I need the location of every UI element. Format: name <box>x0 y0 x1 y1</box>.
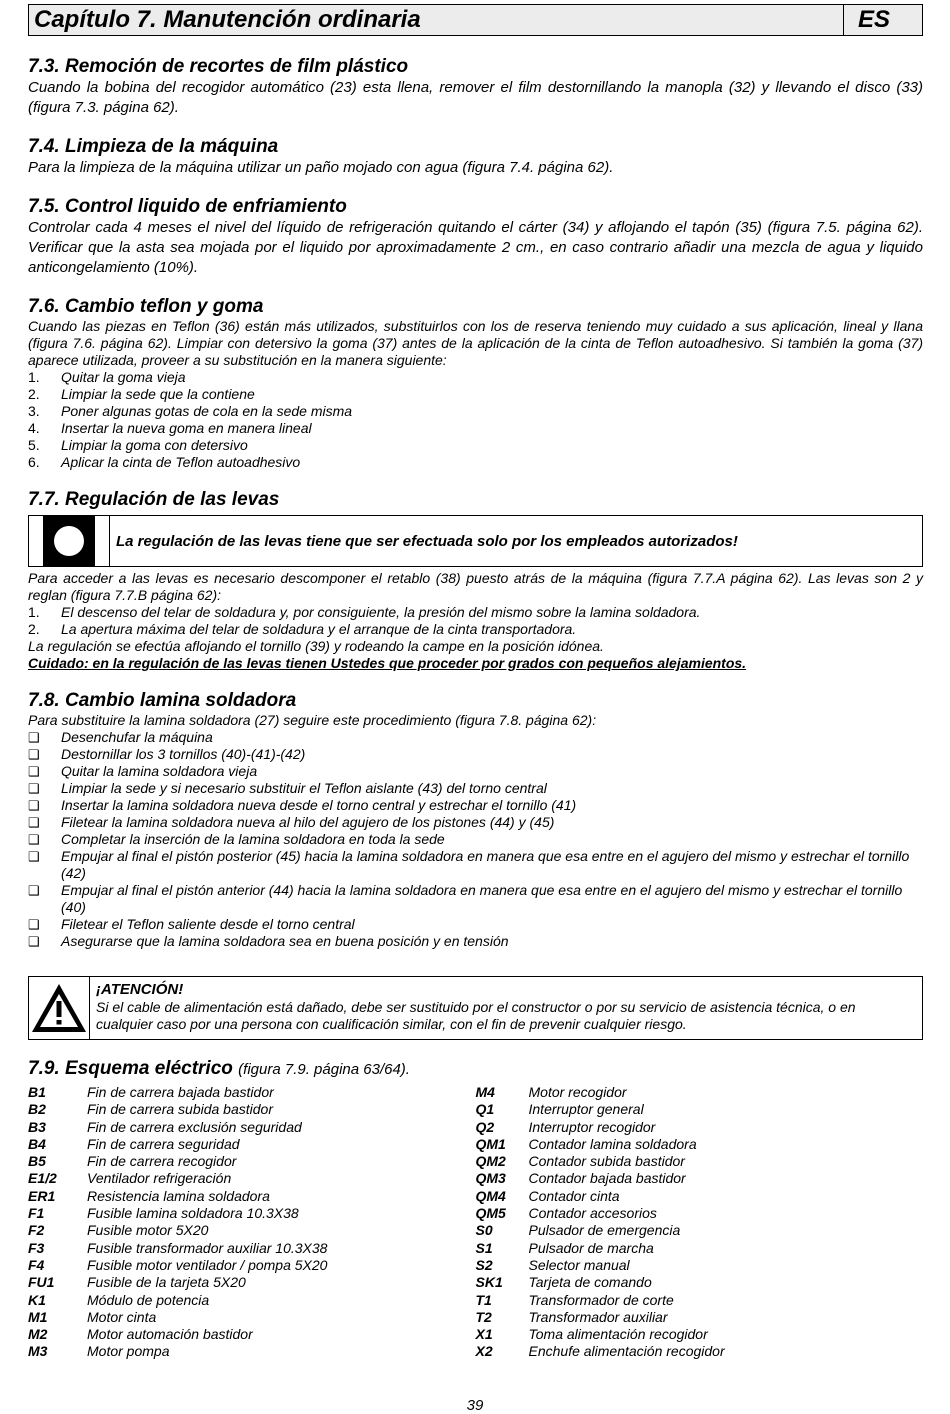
page-number: 39 <box>466 1397 484 1414</box>
component-code: X1 <box>475 1326 493 1343</box>
component-description: Módulo de potencia <box>87 1291 210 1308</box>
section-heading: 7.6. Cambio teflon y goma <box>28 296 264 317</box>
component-description: Fusible lamina soldadora 10.3X38 <box>87 1205 299 1222</box>
replacement-checklist <box>28 729 923 950</box>
component-code: K1 <box>28 1291 46 1308</box>
section-subheading: (figura 7.9. página 63/64). <box>238 1061 410 1078</box>
section-heading: 7.3. Remoción de recortes de film plástico <box>28 56 409 77</box>
list-item: 3. Poner algunas gotas de cola en la sede misma <box>28 403 353 419</box>
component-code: T1 <box>475 1291 492 1308</box>
legend-column-right <box>476 1084 924 1361</box>
component-code: B2 <box>28 1101 46 1118</box>
section-7-5 <box>28 196 923 278</box>
component-code: T2 <box>475 1308 492 1325</box>
legend-row <box>476 1292 924 1309</box>
list-item: 2. Limpiar la sede que la contiene <box>28 386 255 402</box>
legend-row <box>28 1153 476 1170</box>
checkbox-icon: ❑ <box>28 730 40 745</box>
legend-row <box>476 1170 924 1187</box>
manual-page <box>28 4 923 1361</box>
component-code: Q1 <box>475 1101 495 1118</box>
component-code: M4 <box>475 1084 495 1100</box>
section-heading: 7.9. Esquema eléctrico <box>28 1058 233 1079</box>
component-code: S1 <box>475 1239 493 1256</box>
regulation-text: La regulación se efectúa aflojando el tornillo (39) y rodeando la campe en la posición idónea. <box>28 638 604 654</box>
legend-row <box>476 1153 924 1170</box>
mandatory-notice-icon <box>43 516 95 566</box>
component-description: Fusible motor ventilador / pompa 5X20 <box>87 1256 328 1273</box>
warning-box <box>28 976 923 1040</box>
checklist-item: ❑ Empujar al final el pistón posterior (45) hacia la lamina soldadora en manera que esa entre en el agujero del mismo y estrechar el tornillo (42) <box>28 848 910 881</box>
legend-row <box>476 1205 924 1222</box>
component-description: Motor automación bastidor <box>87 1326 253 1343</box>
component-description: Tarjeta de comando <box>528 1274 652 1291</box>
section-7-8 <box>28 690 923 950</box>
notice-text: La regulación de las levas tiene que ser efectuada solo por los empleados autorizados! <box>116 532 738 550</box>
component-description: Fin de carrera exclusión seguridad <box>87 1118 302 1135</box>
checkbox-icon: ❑ <box>28 849 40 864</box>
legend-row <box>476 1222 924 1239</box>
legend-row <box>476 1240 924 1257</box>
component-description: Motor recogidor <box>528 1084 627 1100</box>
checklist-item: ❑ Empujar al final el pistón anterior (44) hacia la lamina soldadora en manera que esa entre en el agujero del mismo y estrechar el tornillo (40) <box>28 882 903 915</box>
warning-triangle-icon <box>29 981 89 1035</box>
authorized-personnel-notice <box>28 515 923 567</box>
component-code: FU1 <box>28 1274 55 1291</box>
component-code: S2 <box>475 1256 493 1273</box>
component-code: X2 <box>475 1343 493 1360</box>
checkbox-icon: ❑ <box>28 781 40 796</box>
warning-text: Si el cable de alimentación está dañado, debe ser sustituido por el constructor o por su servicio de asistencia técnica, o en cualquier caso por una persona con cualificación similar, con el fin de prevenir cualquier riesgo. <box>96 999 856 1032</box>
legend-row <box>476 1309 924 1326</box>
component-code: B5 <box>28 1153 46 1170</box>
section-7-7 <box>28 489 923 672</box>
checkbox-icon: ❑ <box>28 764 40 779</box>
list-item: 2. La apertura máxima del telar de soldadura y el arranque de la cinta transportadora. <box>28 621 577 637</box>
list-item: 1. Quitar la goma vieja <box>28 369 186 385</box>
list-item: 6. Aplicar la cinta de Teflon autoadhesivo <box>28 454 301 470</box>
legend-row <box>28 1343 476 1360</box>
goma-steps-list <box>28 369 923 471</box>
section-text: Cuando la bobina del recogidor automático (23) esta llena, remover el film destornillando la manopla (32) y llevando el disco (33) (figura 7.3. página 62). <box>28 79 923 116</box>
component-code: QM5 <box>475 1205 506 1222</box>
component-code: E1/2 <box>28 1170 57 1187</box>
checkbox-icon: ❑ <box>28 747 40 762</box>
chapter-header <box>28 4 923 36</box>
legend-row <box>28 1136 476 1153</box>
component-description: Resistencia lamina soldadora <box>87 1187 270 1204</box>
legend-row <box>28 1205 476 1222</box>
component-description: Toma alimentación recogidor <box>528 1326 708 1343</box>
list-item: 4. Insertar la nueva goma en manera lineal <box>28 420 312 436</box>
component-code: B3 <box>28 1118 46 1135</box>
legend-row <box>476 1119 924 1136</box>
checkbox-icon: ❑ <box>28 832 40 847</box>
legend-row <box>476 1274 924 1291</box>
section-7-3 <box>28 56 923 118</box>
component-code: F4 <box>28 1256 45 1273</box>
legend-row <box>28 1292 476 1309</box>
legend-row <box>476 1188 924 1205</box>
component-description: Fusible motor 5X20 <box>87 1222 209 1239</box>
component-code: QM3 <box>475 1170 506 1187</box>
legend-row <box>28 1326 476 1343</box>
caution-text: Cuidado: en la regulación de las levas tienen Ustedes que proceder por grados con pequeños alejamientos. <box>28 655 747 671</box>
section-text: Para la limpieza de la máquina utilizar un paño mojado con agua (figura 7.4. página 62). <box>28 159 614 176</box>
checklist-item: ❑ Asegurarse que la lamina soldadora sea en buena posición y en tensión <box>28 933 509 949</box>
list-item: 5. Limpiar la goma con detersivo <box>28 437 248 453</box>
component-description: Motor pompa <box>87 1343 170 1360</box>
component-code: M1 <box>28 1308 48 1325</box>
component-description: Ventilador refrigeración <box>87 1170 232 1187</box>
checkbox-icon: ❑ <box>28 917 40 932</box>
component-code: F1 <box>28 1205 45 1222</box>
section-heading: 7.8. Cambio lamina soldadora <box>28 690 297 711</box>
checklist-item: ❑ Destornillar los 3 tornillos (40)-(41)-(42) <box>28 746 306 762</box>
list-item: 1. El descenso del telar de soldadura y, por consiguiente, la presión del mismo sobre la lamina soldadora. <box>28 604 701 620</box>
checklist-item: ❑ Filetear la lamina soldadora nueva al hilo del agujero de los pistones (44) y (45) <box>28 814 555 830</box>
component-code: B1 <box>28 1084 46 1100</box>
section-7-6 <box>28 296 923 471</box>
checkbox-icon: ❑ <box>28 934 40 949</box>
legend-row <box>476 1326 924 1343</box>
component-description: Contador bajada bastidor <box>528 1170 686 1187</box>
legend-row <box>28 1170 476 1187</box>
component-description: Transformador auxiliar <box>528 1308 668 1325</box>
section-7-4 <box>28 136 923 178</box>
legend-row <box>28 1309 476 1326</box>
legend-row <box>476 1136 924 1153</box>
component-code: SK1 <box>475 1274 503 1291</box>
section-text: Cuando las piezas en Teflon (36) están más utilizados, substituirlos con los de reserva teniendo muy cuidado a sus aplicación, lineal y llana (figura 7.6. página 62). Limpiar con detersivo la goma (37) antes de la aplicación de la cinta de Teflon autoadhesivo. Si también la goma (37) aparece utilizada, proveer a su substitución en la manera siguiente: <box>28 318 923 368</box>
section-7-9 <box>28 1058 923 1361</box>
component-code: S0 <box>475 1222 493 1239</box>
component-description: Enchufe alimentación recogidor <box>528 1343 725 1360</box>
component-code: QM2 <box>475 1153 506 1170</box>
component-description: Contador accesorios <box>528 1205 657 1222</box>
legend-row <box>28 1101 476 1118</box>
legend-row <box>476 1343 924 1360</box>
legend-row <box>28 1274 476 1291</box>
component-code: F3 <box>28 1239 45 1256</box>
component-description: Fusible transformador auxiliar 10.3X38 <box>87 1239 328 1256</box>
component-description: Contador subida bastidor <box>528 1153 685 1170</box>
warning-title: ¡ATENCIÓN! <box>96 981 184 998</box>
component-description: Selector manual <box>528 1256 630 1273</box>
legend-row <box>476 1257 924 1274</box>
section-heading: 7.7. Regulación de las levas <box>28 489 280 510</box>
component-code: M3 <box>28 1343 48 1360</box>
checklist-item: ❑ Insertar la lamina soldadora nueva desde el torno central y estrechar el tornillo (41) <box>28 797 577 813</box>
component-description: Contador lamina soldadora <box>528 1135 697 1152</box>
component-code: QM1 <box>475 1135 506 1152</box>
component-description: Fusible de la tarjeta 5X20 <box>87 1274 246 1291</box>
checkbox-icon: ❑ <box>28 883 40 898</box>
component-description: Fin de carrera subida bastidor <box>87 1101 273 1118</box>
electrical-legend <box>28 1084 923 1361</box>
legend-row <box>476 1101 924 1118</box>
component-code: QM4 <box>475 1187 506 1204</box>
legend-row <box>28 1084 476 1101</box>
component-description: Contador cinta <box>528 1187 620 1204</box>
component-description: Fin de carrera bajada bastidor <box>87 1084 274 1100</box>
checklist-item: ❑ Completar la inserción de la lamina soldadora en toda la sede <box>28 831 445 847</box>
legend-row <box>28 1119 476 1136</box>
checkbox-icon: ❑ <box>28 815 40 830</box>
checklist-item: ❑ Desenchufar la máquina <box>28 729 213 745</box>
component-code: F2 <box>28 1222 45 1239</box>
section-heading: 7.5. Control liquido de enfriamiento <box>28 196 347 217</box>
component-description: Interruptor recogidor <box>528 1118 656 1135</box>
checklist-item: ❑ Filetear el Teflon saliente desde el torno central <box>28 916 355 932</box>
component-description: Pulsador de emergencia <box>528 1222 681 1239</box>
checklist-item: ❑ Limpiar la sede y si necesario substituir el Teflon aislante (43) del torno central <box>28 780 547 796</box>
component-description: Interruptor general <box>528 1101 644 1118</box>
component-description: Transformador de corte <box>528 1291 674 1308</box>
section-text: Controlar cada 4 meses el nivel del líquido de refrigeración quitando el cárter (34) y aflojando el tapón (35) (figura 7.5. página 62). Verificar que la asta sea mojada por el liquido por aproximadamente 2 cm., en caso contrario añadir una mezcla de agua y liquido anticongelamiento (10%). <box>28 219 923 276</box>
legend-row <box>28 1240 476 1257</box>
component-description: Fin de carrera seguridad <box>87 1135 240 1152</box>
component-description: Pulsador de marcha <box>528 1239 654 1256</box>
language-code: ES <box>858 6 891 33</box>
section-heading: 7.4. Limpieza de la máquina <box>28 136 279 157</box>
section-text: Para acceder a las levas es necesario descomponer el retablo (38) puesto atrás de la máquina (figura 7.7.A página 62). Las levas son 2 y reglan (figura 7.7.B página 62): <box>28 570 923 603</box>
levas-list <box>28 604 923 638</box>
component-code: B4 <box>28 1135 46 1152</box>
legend-row <box>28 1222 476 1239</box>
chapter-title: Capítulo 7. Manutención ordinaria <box>29 5 844 35</box>
checklist-item: ❑ Quitar la lamina soldadora vieja <box>28 763 258 779</box>
checkbox-icon: ❑ <box>28 798 40 813</box>
component-description: Fin de carrera recogidor <box>87 1153 237 1170</box>
legend-row <box>28 1257 476 1274</box>
component-description: Motor cinta <box>87 1308 157 1325</box>
legend-row <box>476 1084 924 1101</box>
component-code: M2 <box>28 1326 48 1343</box>
legend-row <box>28 1188 476 1205</box>
section-text: Para substituire la lamina soldadora (27) seguire este procedimiento (figura 7.8. página 62): <box>28 712 597 728</box>
component-code: ER1 <box>28 1187 56 1204</box>
legend-column-left <box>28 1084 476 1361</box>
component-code: Q2 <box>475 1118 495 1135</box>
